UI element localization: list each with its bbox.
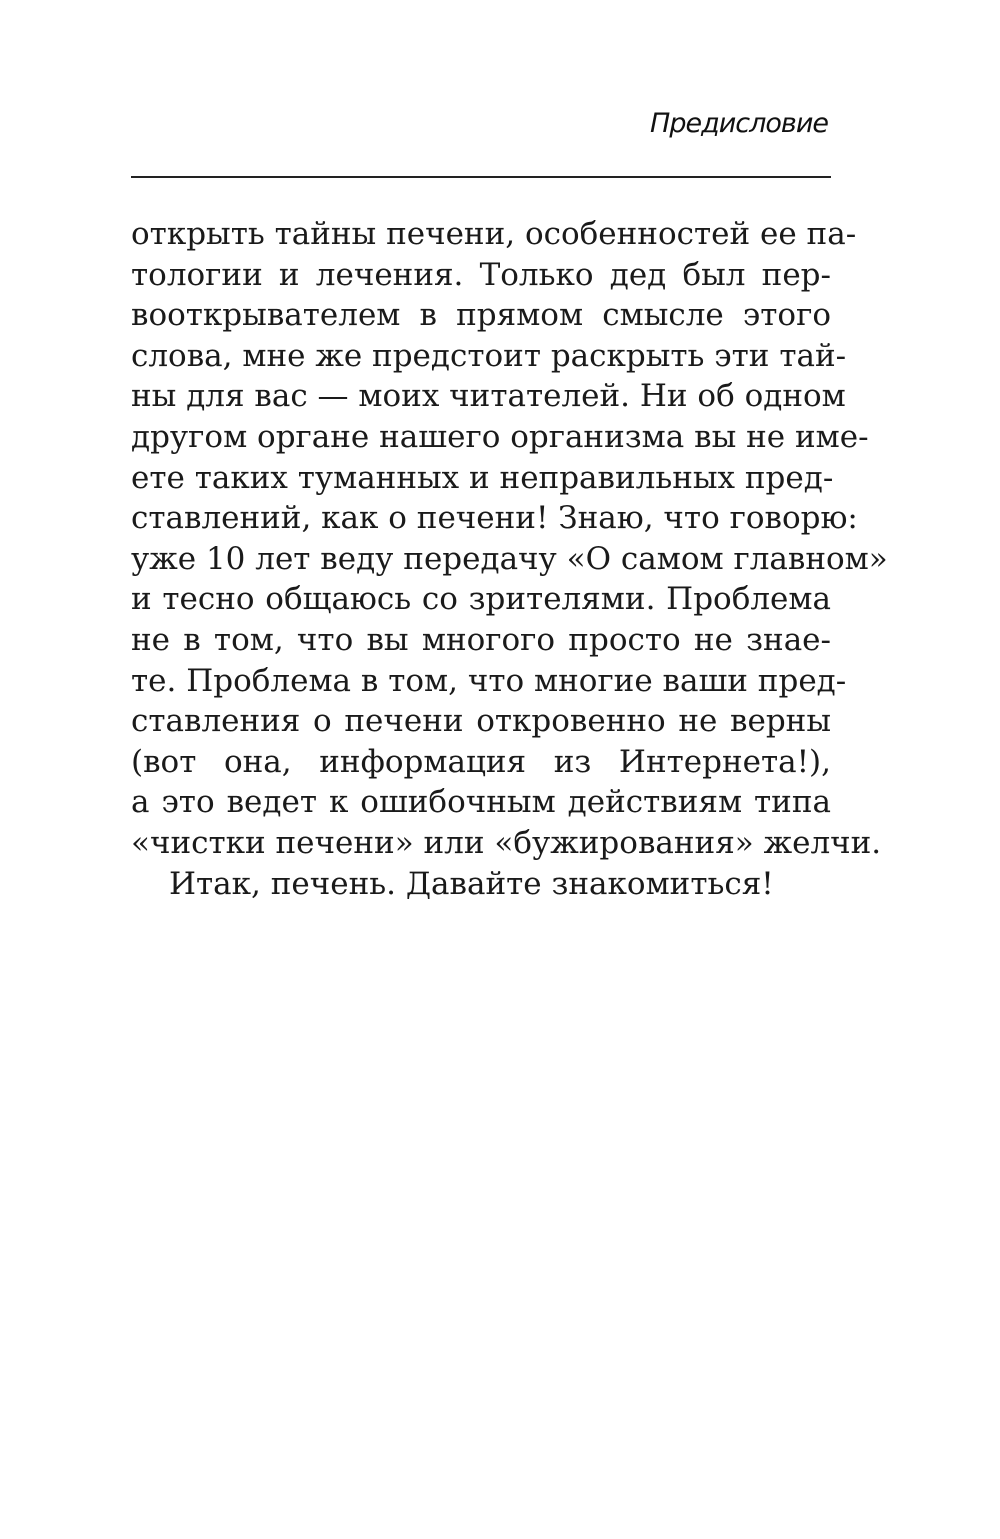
text-line: ставления о печени откровенно не верны [131, 703, 831, 740]
text-line: ставлений, как о печени! Знаю, что говорю: [131, 500, 858, 537]
text-line: а это ведет к ошибочным действиям типа [131, 784, 831, 821]
text-line: (вот она, информация из Интернета!), [131, 743, 831, 780]
text-line: те. Проблема в том, что многие ваши пред- [131, 662, 847, 699]
running-head-title: Предисловие [650, 108, 828, 139]
text-line: и тесно общаюсь со зрителями. Проблема [131, 581, 831, 618]
text-line: ете таких туманных и неправильных пред- [131, 459, 834, 496]
text-line: тологии и лечения. Только дед был пер- [131, 256, 831, 293]
text-line: уже 10 лет веду передачу «О самом главном» [131, 540, 888, 577]
paragraph-line: Итак, печень. Давайте знакомиться! [169, 865, 774, 902]
text-line: открыть тайны печени, особенностей ее па- [131, 216, 857, 252]
text-line: вооткрывателем в прямом смысле этого [131, 297, 831, 334]
header-divider [131, 176, 831, 178]
text-line: не в том, что вы многого просто не знае- [131, 621, 831, 658]
text-line: «чистки печени» или «бужирования» желчи. [131, 824, 882, 861]
text-line: другом органе нашего организма вы не име- [131, 418, 869, 455]
text-line: слова, мне же предстоит раскрыть эти тай- [131, 337, 847, 374]
text-line: ны для вас — моих читателей. Ни об одном [131, 378, 846, 415]
body-text [131, 214, 888, 904]
